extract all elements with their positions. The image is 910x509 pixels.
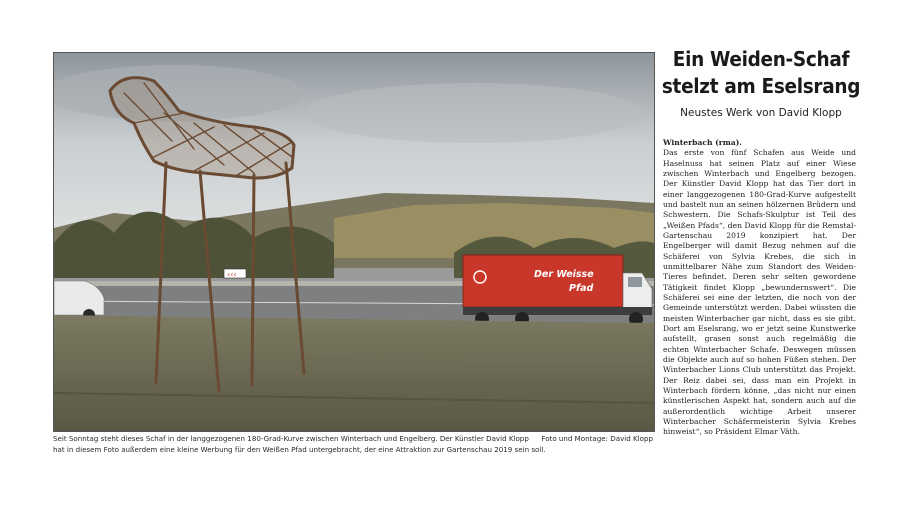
article-dateline: Winterbach (rma). xyxy=(663,138,742,147)
article-photo xyxy=(53,52,655,432)
article-body xyxy=(663,138,856,438)
meadow xyxy=(54,315,654,431)
caption-text: Seit Sonntag steht dieses Schaf in der langgezogenen 180-Grad-Kurve zwischen Winterbach und Engelberg. Der Künstler David Klopp hat in diesem Foto außerdem eine kleine Werbung für den Weißen Pfad untergebracht, der eine Attraktion zur Gartenschau 2019 sein soll. xyxy=(53,434,546,454)
truck-window xyxy=(628,277,642,287)
article-headline: Ein Weiden-Schaf stelzt am Eselsrang xyxy=(661,47,861,98)
photo-scene xyxy=(54,53,654,431)
curve-sign-arrows: ‹‹‹ xyxy=(227,270,237,279)
article-subheadline: Neustes Werk von David Klopp xyxy=(680,107,842,119)
photo-credit: Foto und Montage: David Klopp xyxy=(541,434,653,443)
truck-text-1: Der Weisse xyxy=(534,269,594,280)
truck-box xyxy=(463,255,623,307)
article-text: Das erste von fünf Schafen aus Weide und Haselnuss hat seinen Platz auf einer Wiese zwischen Winterbach und Engelberg bezogen. Der Künstler David Klopp hat das Tier dort in einer langgezogenen 180-Grad-Kurve aufgestellt und bastelt nun an seinen hölzernen Brüdern und Schwestern. Die Schafs-Skulptur ist Teil des „Weißen Pfads“, den David Klopp für die Remstal-Gartenschau 2019 konzipiert hat. Der Engelberger will damit Bezug nehmen auf die Schäferei von Sylvia Krebes, die sich in unmittelbarer Nähe zum Standort des Weiden-Tieres befindet. Deren sehr selten gewordene Tätigkeit findet Klopp „bewundernswert“. Die Schäferei sei eine der letzten, die noch von der Gemeinde unterstützt werden. Dabei wüssten die meisten Winterbacher gar nicht, dass es sie gibt. Dort am Eselsrang, wo er jetzt seine Kunstwerke aufstellt, grasen sonst auch regelmäßig die echten Winterbacher Schafe. Deswegen müssen die Objekte auch auf so hohen Füßen stehen. Der Winterbacher Lions Club unterstützt das Projekt. Der Reiz dabei sei, dass man ein Projekt in Winterbach fördern könne, „das nicht nur einen künstlerischen Aspekt hat, sondern auch auf die außerordentlich wichtige Arbeit unserer Winterbacher Schäfermeisterin Sylvia Krebes hinweist“, so Präsident Elmar Väth. xyxy=(663,148,856,437)
cloud xyxy=(304,83,644,143)
sheep-leg xyxy=(252,175,254,385)
truck-text-2: Pfad xyxy=(569,283,594,294)
truck-chassis xyxy=(463,307,652,315)
photo-caption xyxy=(53,434,653,455)
